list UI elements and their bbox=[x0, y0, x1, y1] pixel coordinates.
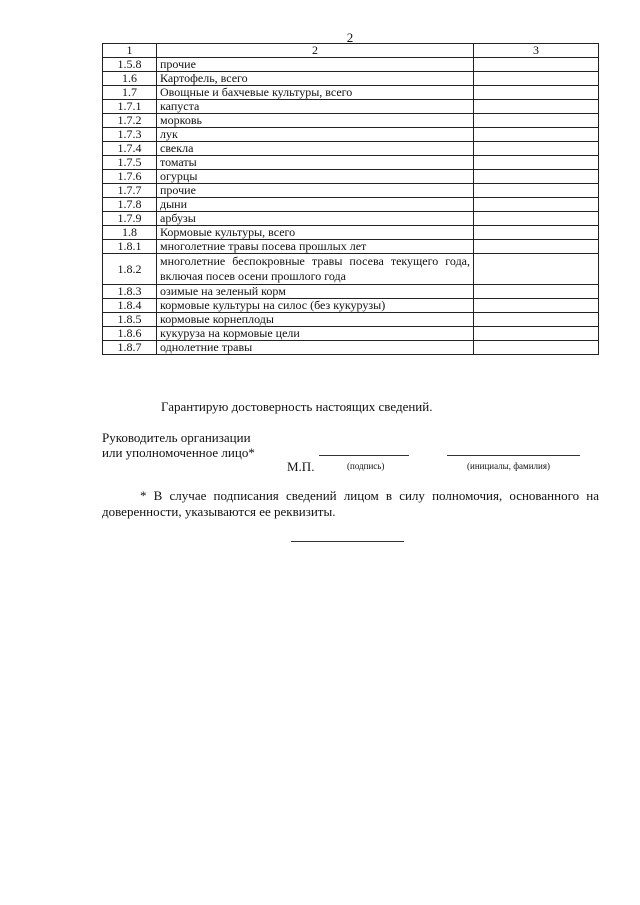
table-row bbox=[103, 114, 599, 128]
row-value bbox=[474, 100, 599, 114]
row-value bbox=[474, 341, 599, 355]
row-number: 1.7.3 bbox=[103, 128, 157, 142]
row-value bbox=[474, 86, 599, 100]
row-value bbox=[474, 285, 599, 299]
row-name: томаты bbox=[157, 156, 474, 170]
table-row bbox=[103, 327, 599, 341]
row-number: 1.8.1 bbox=[103, 240, 157, 254]
row-number: 1.8.6 bbox=[103, 327, 157, 341]
signer-label bbox=[102, 430, 255, 460]
signature-caption: (подпись) bbox=[347, 461, 385, 471]
table-row bbox=[103, 341, 599, 355]
row-value bbox=[474, 128, 599, 142]
table-row bbox=[103, 86, 599, 100]
row-number: 1.8.7 bbox=[103, 341, 157, 355]
row-value bbox=[474, 184, 599, 198]
table-row bbox=[103, 72, 599, 86]
signer-line-1: Руководитель организации bbox=[102, 430, 251, 445]
table-row bbox=[103, 313, 599, 327]
row-number: 1.7.8 bbox=[103, 198, 157, 212]
table-row bbox=[103, 240, 599, 254]
row-name: Овощные и бахчевые культуры, всего bbox=[157, 86, 474, 100]
header-col-3: 3 bbox=[474, 44, 599, 58]
table-row bbox=[103, 100, 599, 114]
header-col-1: 1 bbox=[103, 44, 157, 58]
row-name: прочие bbox=[157, 58, 474, 72]
header-col-2: 2 bbox=[157, 44, 474, 58]
table-row bbox=[103, 170, 599, 184]
row-value bbox=[474, 156, 599, 170]
row-name: многолетние беспокровные травы посева текущего года, включая посев осени прошлого года bbox=[157, 254, 474, 285]
row-value bbox=[474, 254, 599, 285]
row-value bbox=[474, 142, 599, 156]
row-number: 1.7.2 bbox=[103, 114, 157, 128]
row-name: кукуруза на кормовые цели bbox=[157, 327, 474, 341]
row-number: 1.7.9 bbox=[103, 212, 157, 226]
row-name: Картофель, всего bbox=[157, 72, 474, 86]
row-value bbox=[474, 72, 599, 86]
row-number: 1.7 bbox=[103, 86, 157, 100]
name-line bbox=[447, 455, 580, 456]
table-row bbox=[103, 212, 599, 226]
row-number: 1.8.3 bbox=[103, 285, 157, 299]
table-row bbox=[103, 184, 599, 198]
table-header-row bbox=[103, 44, 599, 58]
row-name: арбузы bbox=[157, 212, 474, 226]
row-number: 1.7.6 bbox=[103, 170, 157, 184]
row-number: 1.8 bbox=[103, 226, 157, 240]
footnote: * В случае подписания сведений лицом в силу полномочия, основанного на доверенности, указываются ее реквизиты. bbox=[102, 488, 599, 519]
row-number: 1.7.4 bbox=[103, 142, 157, 156]
table-row bbox=[103, 58, 599, 72]
row-value bbox=[474, 170, 599, 184]
signature-line bbox=[319, 455, 409, 456]
table-row bbox=[103, 226, 599, 240]
row-number: 1.8.2 bbox=[103, 254, 157, 285]
row-number: 1.7.1 bbox=[103, 100, 157, 114]
row-value bbox=[474, 198, 599, 212]
row-value bbox=[474, 58, 599, 72]
row-value bbox=[474, 240, 599, 254]
row-value bbox=[474, 114, 599, 128]
row-value bbox=[474, 313, 599, 327]
row-name: капуста bbox=[157, 100, 474, 114]
row-value bbox=[474, 226, 599, 240]
table-row bbox=[103, 142, 599, 156]
table-row bbox=[103, 299, 599, 313]
name-caption: (инициалы, фамилия) bbox=[467, 461, 550, 471]
table-row bbox=[103, 254, 599, 285]
row-name: многолетние травы посева прошлых лет bbox=[157, 240, 474, 254]
row-value bbox=[474, 299, 599, 313]
row-name: свекла bbox=[157, 142, 474, 156]
row-name: Кормовые культуры, всего bbox=[157, 226, 474, 240]
row-number: 1.8.4 bbox=[103, 299, 157, 313]
row-number: 1.7.7 bbox=[103, 184, 157, 198]
row-number: 1.7.5 bbox=[103, 156, 157, 170]
row-name: прочие bbox=[157, 184, 474, 198]
row-name: лук bbox=[157, 128, 474, 142]
table-row bbox=[103, 156, 599, 170]
table-row bbox=[103, 198, 599, 212]
row-name: кормовые корнеплоды bbox=[157, 313, 474, 327]
end-line bbox=[291, 541, 404, 542]
row-number: 1.5.8 bbox=[103, 58, 157, 72]
row-name: огурцы bbox=[157, 170, 474, 184]
page-number: 2 bbox=[346, 30, 354, 45]
row-number: 1.6 bbox=[103, 72, 157, 86]
row-name: дыни bbox=[157, 198, 474, 212]
signer-line-2: или уполномоченное лицо* bbox=[102, 445, 255, 460]
table-row bbox=[103, 285, 599, 299]
row-name: озимые на зеленый корм bbox=[157, 285, 474, 299]
guarantee-statement: Гарантирую достоверность настоящих сведений. bbox=[161, 399, 433, 414]
row-number: 1.8.5 bbox=[103, 313, 157, 327]
row-value bbox=[474, 327, 599, 341]
row-name: морковь bbox=[157, 114, 474, 128]
row-value bbox=[474, 212, 599, 226]
table-row bbox=[103, 128, 599, 142]
row-name: однолетние травы bbox=[157, 341, 474, 355]
crops-table bbox=[102, 43, 599, 355]
row-name: кормовые культуры на силос (без кукурузы) bbox=[157, 299, 474, 313]
stamp-label: М.П. bbox=[287, 459, 315, 474]
